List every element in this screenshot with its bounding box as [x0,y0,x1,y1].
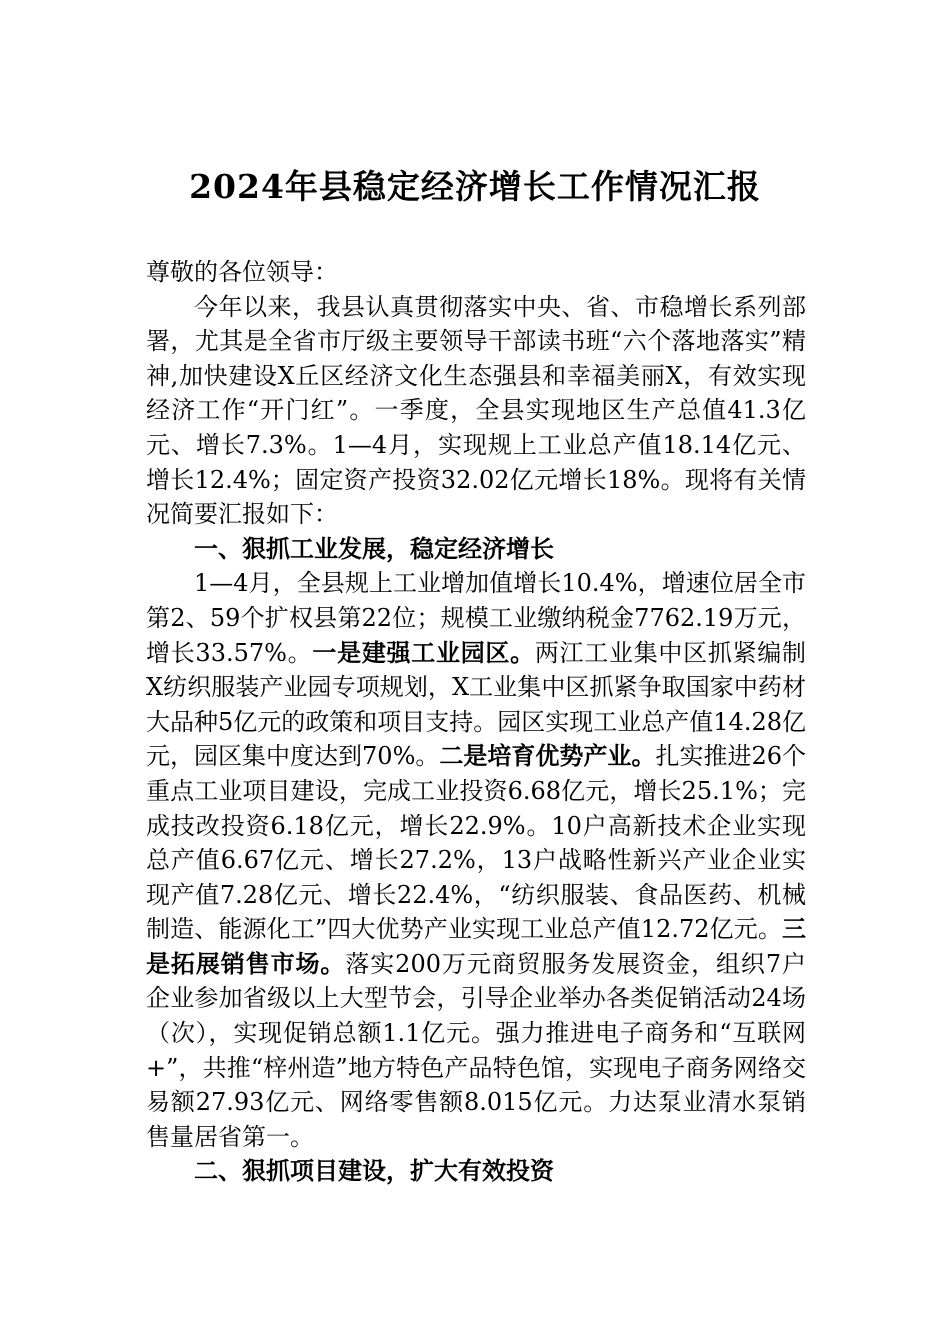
section-1-text-3: 扎实推进26个重点工业项目建设，完成工业投资6.68亿元，增长25.1%；完成技改投资6.18亿元，增长22.9%。10户高新技术企业实现总产值6.67亿元、增长27.2%，13户战略性新兴产业企业实现产值7.28亿元、增长22.4%，“纺织服装、食品医药、机械制造、能源化工”四大优势产业实现工业总产值12.72亿元。 [146,742,807,944]
section-1-paragraph [146,566,806,1154]
document-title: 2024年县稳定经济增长工作情况汇报 [189,167,761,206]
section-1-bold-1: 一是建强工业园区。 [312,637,535,667]
section-1-text-1: 1—4月，全县规上工业增加值增长10.4%，增速位居全市第2、59个扩权县第22位；规模工业缴纳税金7762.19万元，增长33.57%。 [146,569,806,667]
section-1-bold-2: 二是培育优势产业。 [439,741,656,771]
section-1-text-2: 两江工业集中区抓紧编制X纺织服装产业园专项规划，X工业集中区抓紧争取国家中药材大品种5亿元的政策和项目支持。园区实现工业总产值14.28亿元，园区集中度达到70%。 [146,638,807,771]
section-1-text-4: 落实200万元商贸服务发展资金，组织7户企业参加省级以上大型节会，引导企业举办各类促销活动24场（次），实现促销总额1.1亿元。强力推进电子商务和“互联网+”，共推“梓州造”地方特色产品特色馆，实现电子商务网络交易额27.93亿元、网络零售额8.015亿元。力达泵业清水泵销售量居省第一。 [146,949,807,1151]
salutation: 尊敬的各位领导： [146,258,338,286]
intro-paragraph: 今年以来，我县认真贯彻落实中央、省、市稳增长系列部署，尤其是全省市厅级主要领导干部读书班“六个落地落实”精神,加快建设X丘区经济文化生态强县和幸福美丽X，有效实现经济工作“开门红”。一季度，全县实现地区生产总值41.3亿元、增长7.3%。1—4月，实现规上工业总产值18.14亿元、增长12.4%；固定资产投资32.02亿元增长18%。现将有关情况简要汇报如下： [146,292,806,529]
document-body [146,255,806,1189]
section-1-bold-3: 三是拓展销售市场。 [146,914,806,978]
section-heading-2: 二、狠抓项目建设，扩大有效投资 [194,1157,554,1186]
section-heading-1: 一、狠抓工业发展，稳定经济增长 [194,534,554,563]
